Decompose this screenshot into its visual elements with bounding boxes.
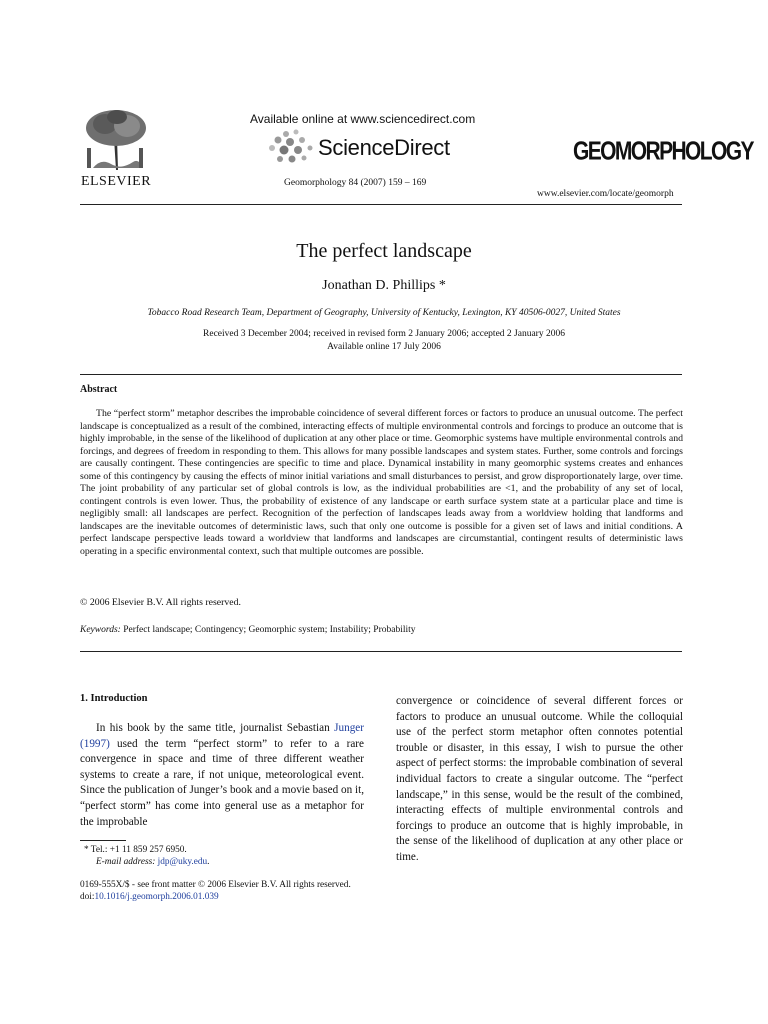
elsevier-tree-icon xyxy=(81,108,151,172)
article-dates xyxy=(0,328,768,354)
journal-reference: Geomorphology 84 (2007) 159 – 169 xyxy=(284,178,427,188)
issn-line: 0169-555X/$ - see front matter © 2006 Elsevier B.V. All rights reserved. xyxy=(80,880,351,890)
header-divider xyxy=(80,204,682,205)
author-affiliation: Tobacco Road Research Team, Department of Geography, University of Kentucky, Lexington, KY 40506-0027, United States xyxy=(147,308,621,318)
author-footnote xyxy=(84,844,210,868)
intro-left-text-end: used the term “perfect storm” to refer to a rare convergence in space and time of three different weather systems to create a rare, if not unique, meteorological event. Since the publication of Junger’s book and a movie based on it, “perfect storm” has come into general use as a metaphor for the improbable xyxy=(80,737,364,828)
available-online-text: Available online at www.sciencedirect.com xyxy=(250,112,476,126)
article-title: The perfect landscape xyxy=(296,240,472,262)
author-name: Jonathan D. Phillips * xyxy=(322,278,446,293)
front-matter xyxy=(80,879,351,903)
email-label: E-mail address: xyxy=(96,857,156,867)
received-dates: Received 3 December 2004; received in revised form 2 January 2006; accepted 2 January 2006 xyxy=(203,329,565,339)
elsevier-logo xyxy=(78,108,154,190)
abstract-top-divider xyxy=(80,374,682,375)
elsevier-wordmark: ELSEVIER xyxy=(80,174,152,189)
footnote-divider xyxy=(80,840,126,841)
available-date: Available online 17 July 2006 xyxy=(327,342,441,352)
intro-left-text-start: In his book by the same title, journalist Sebastian xyxy=(96,722,335,734)
abstract-body xyxy=(80,408,683,558)
citation-link-junger[interactable]: Junger (1997) xyxy=(80,722,364,750)
doi-link[interactable]: 10.1016/j.geomorph.2006.01.039 xyxy=(94,892,219,902)
abstract-copyright: © 2006 Elsevier B.V. All rights reserved. xyxy=(80,597,241,608)
keywords-label: Keywords: xyxy=(80,625,121,635)
section-heading-introduction: 1. Introduction xyxy=(80,693,148,704)
journal-logo: GEOMORPHOLOGY xyxy=(573,137,753,166)
footnote-email-line xyxy=(96,856,210,868)
intro-right-column: convergence or coincidence of several different forces or factors to produce an unusual outcome. While the colloquial use of the perfect storm metaphor often connotes potential trouble or disaster, in this essay, I wish to pursue the other aspect of perfect storms: the improbable combination of several individual factors to create a singular outcome. The “perfect landscape,” in this sense, would be the result of the combined, interacting effects of multiple environmental controls and forcings to produce an outcome that is highly improbable, in the sense of the likelihood of duplication at any other place or time. xyxy=(396,695,683,863)
email-link[interactable]: jdp@uky.edu xyxy=(157,857,208,867)
abstract-text: The “perfect storm” metaphor describes the improbable coincidence of several different forces or factors to produce an unusual outcome. The perfect landscape is conceptualized as a result of the combined, interacting effects of multiple environmental controls and forcings to produce an outcome that is highly improbable, in the sense of the likelihood of duplication at any other place or time. Geomorphic systems have multiple environmental controls and forcings, and degrees of freedom in responding to them. This allows for many possible landscapes and system states. Further, some controls and forcings are causally contingent. These contingencies are specific to time and place. Dynamical instability in many geomorphic systems creates and enhances some of this contingency by causing the effects of minor initial variations and small disturbances to persist, and grow disproportionately large, over time. The joint probability of any particular set of global controls is low, as the individual probabilities are <1, and the probability of any set of local, contingent controls is even lower. Thus, the probability of existence of any landscape or earth surface system state at a particular place and time is negligibly small: all landscapes are perfect. Recognition of the perfection of landscapes leads away from a worldview holding that landforms and landscapes are the inevitable outcomes of deterministic laws, such that only one outcome is possible for a given set of laws and initial conditions. A perfect landscape perspective leads toward a worldview that landforms and landscapes are circumstantial, contingent results of deterministic laws operating in a specific environmental context, such that multiple outcomes are possible. xyxy=(80,408,683,557)
email-end: . xyxy=(207,857,210,867)
keywords xyxy=(80,625,416,635)
intro-left-column xyxy=(80,721,364,830)
sciencedirect-wordmark: ScienceDirect xyxy=(318,135,450,160)
footnote-tel: * Tel.: +1 11 859 257 6950. xyxy=(84,845,187,855)
journal-url[interactable]: www.elsevier.com/locate/geomorph xyxy=(537,189,674,199)
doi-line xyxy=(80,891,351,903)
abstract-bottom-divider xyxy=(80,651,682,652)
keywords-list: Perfect landscape; Contingency; Geomorphic system; Instability; Probability xyxy=(123,625,416,635)
doi-label: doi: xyxy=(80,892,95,902)
abstract-heading: Abstract xyxy=(80,384,118,395)
